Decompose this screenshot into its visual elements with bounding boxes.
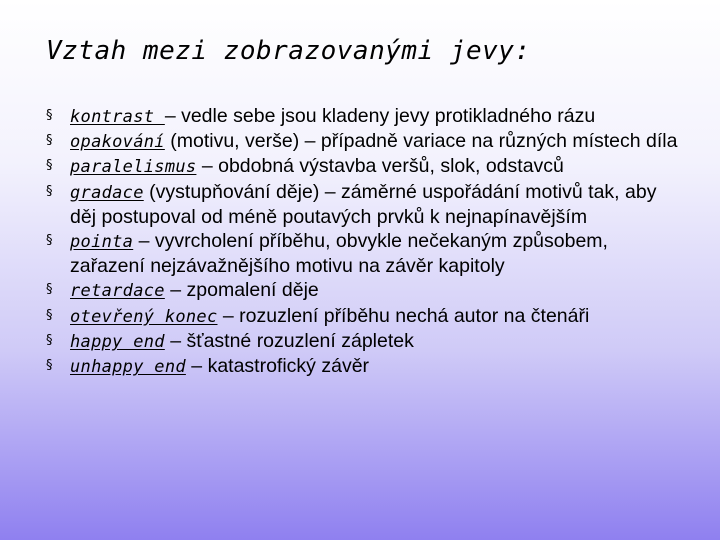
item-description: – zpomalení děje [164, 279, 319, 302]
item-description: – vyvrcholení příběhu, obvykle nečekaným způsobem, zařazení nejzávažnějšího motivu na závěr kapitoly [70, 230, 608, 278]
term-happy-end: happy end [70, 331, 165, 352]
term-kontrast: kontrast [70, 107, 165, 127]
list-item [46, 154, 686, 179]
bullet-icon: § [46, 158, 53, 174]
bullet-icon: § [46, 332, 53, 348]
item-description: – rozuzlení příběhu nechá autor na čtenáři [217, 304, 590, 327]
item-description: – katastrofický závěr [185, 355, 370, 378]
bullet-icon: § [46, 307, 53, 323]
item-description: – vedle sebe jsou kladeny jevy protikladného rázu [164, 105, 596, 127]
list-item [46, 278, 686, 303]
term-unhappy-end: unhappy end [70, 357, 186, 378]
term-opakovani: opakování [70, 132, 165, 153]
term-otevreny-konec: otevřený konec [70, 306, 218, 327]
term-pointa: pointa [70, 232, 134, 253]
bullet-icon: § [46, 108, 53, 123]
list-item [46, 180, 686, 229]
item-description: – obdobná výstavba veršů, slok, odstavců [196, 155, 564, 178]
list-item [46, 304, 686, 329]
list-item [46, 229, 686, 278]
term-retardace: retardace [70, 281, 165, 302]
item-description: (vystupňování děje) – záměrné uspořádání motivů tak, aby děj postupoval od méně poutavých prvků k nejnapínavějším [70, 180, 657, 228]
list-item [46, 354, 686, 379]
item-description: (motivu, verše) – případně variace na různých místech díla [164, 130, 678, 153]
bullet-list [46, 104, 686, 379]
list-item [46, 329, 686, 354]
bullet-icon: § [46, 358, 53, 374]
bullet-icon: § [46, 282, 53, 298]
bullet-icon: § [46, 183, 53, 199]
list-item [46, 129, 686, 154]
bullet-icon: § [46, 233, 53, 249]
bullet-icon: § [46, 133, 53, 149]
term-gradace: gradace [70, 182, 144, 203]
list-item [46, 104, 686, 129]
term-paralelismus: paralelismus [70, 157, 197, 178]
slide-title: Vztah mezi zobrazovanými jevy: [46, 36, 531, 66]
item-description: – šťastné rozuzlení zápletek [164, 329, 414, 352]
